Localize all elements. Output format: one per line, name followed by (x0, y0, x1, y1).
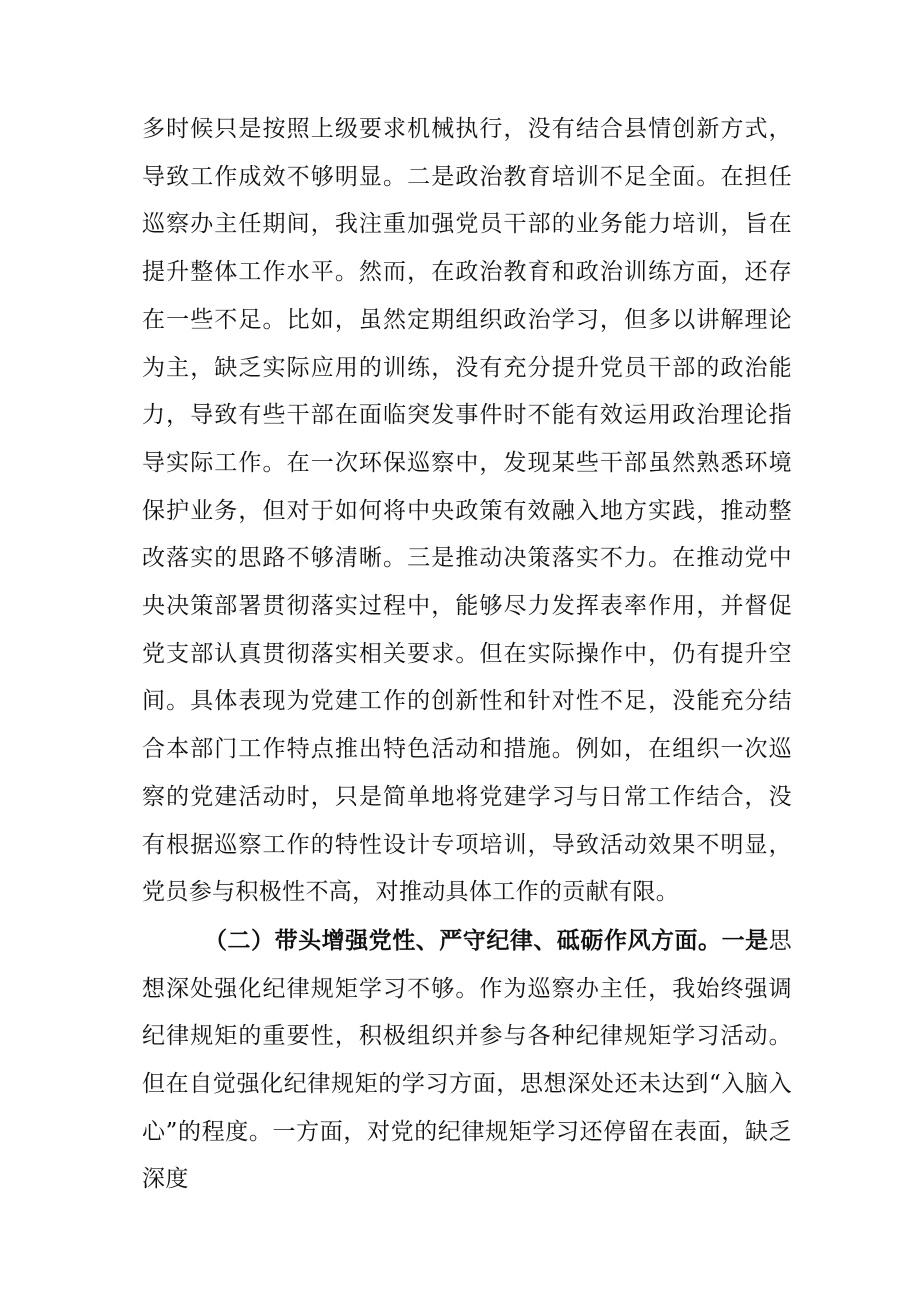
paragraph-continued: 多时候只是按照上级要求机械执行，没有结合县情创新方式，导致工作成效不够明显。二是政治教育培训不足全面。在担任巡察办主任期间，我注重加强党员干部的业务能力培训，旨在提升整体工作水平。然而，在政治教育和政治训练方面，还存在一些不足。比如，虽然定期组织政治学习，但多以讲解理论为主，缺乏实际应用的训练，没有充分提升党员干部的政治能力，导致有些干部在面临突发事件时不能有效运用政治理论指导实际工作。在一次环保巡察中，发现某些干部虽然熟悉环境保护业务，但对于如何将中央政策有效融入地方实践，推动整改落实的思路不够清晰。三是推动决策落实不力。在推动党中央决策部署贯彻落实过程中，能够尽力发挥表率作用，并督促党支部认真贯彻落实相关要求。但在实际操作中，仍有提升空间。具体表现为党建工作的创新性和针对性不足，没能充分结合本部门工作特点推出特色活动和措施。例如，在组织一次巡察的党建活动时，只是简单地将党建学习与日常工作结合，没有根据巡察工作的特性设计专项培训，导致活动效果不明显，党员参与积极性不高，对推动具体工作的贡献有限。 (142, 116, 792, 906)
section-body: 思想深处强化纪律规矩学习不够。作为巡察办主任，我始终强调纪律规矩的重要性，积极组织并参与各种纪律规矩学习活动。但在自觉强化纪律规矩的学习方面，思想深处还未达到“入脑入心”的程度。一方面，对党的纪律规矩学习还停留在表面，缺乏深度 (142, 927, 792, 1193)
paragraph-section-two (142, 917, 792, 1204)
section-heading: （二）带头增强党性、严守纪律、砥砺作风方面。一是 (204, 926, 769, 954)
document-body (142, 106, 792, 1204)
